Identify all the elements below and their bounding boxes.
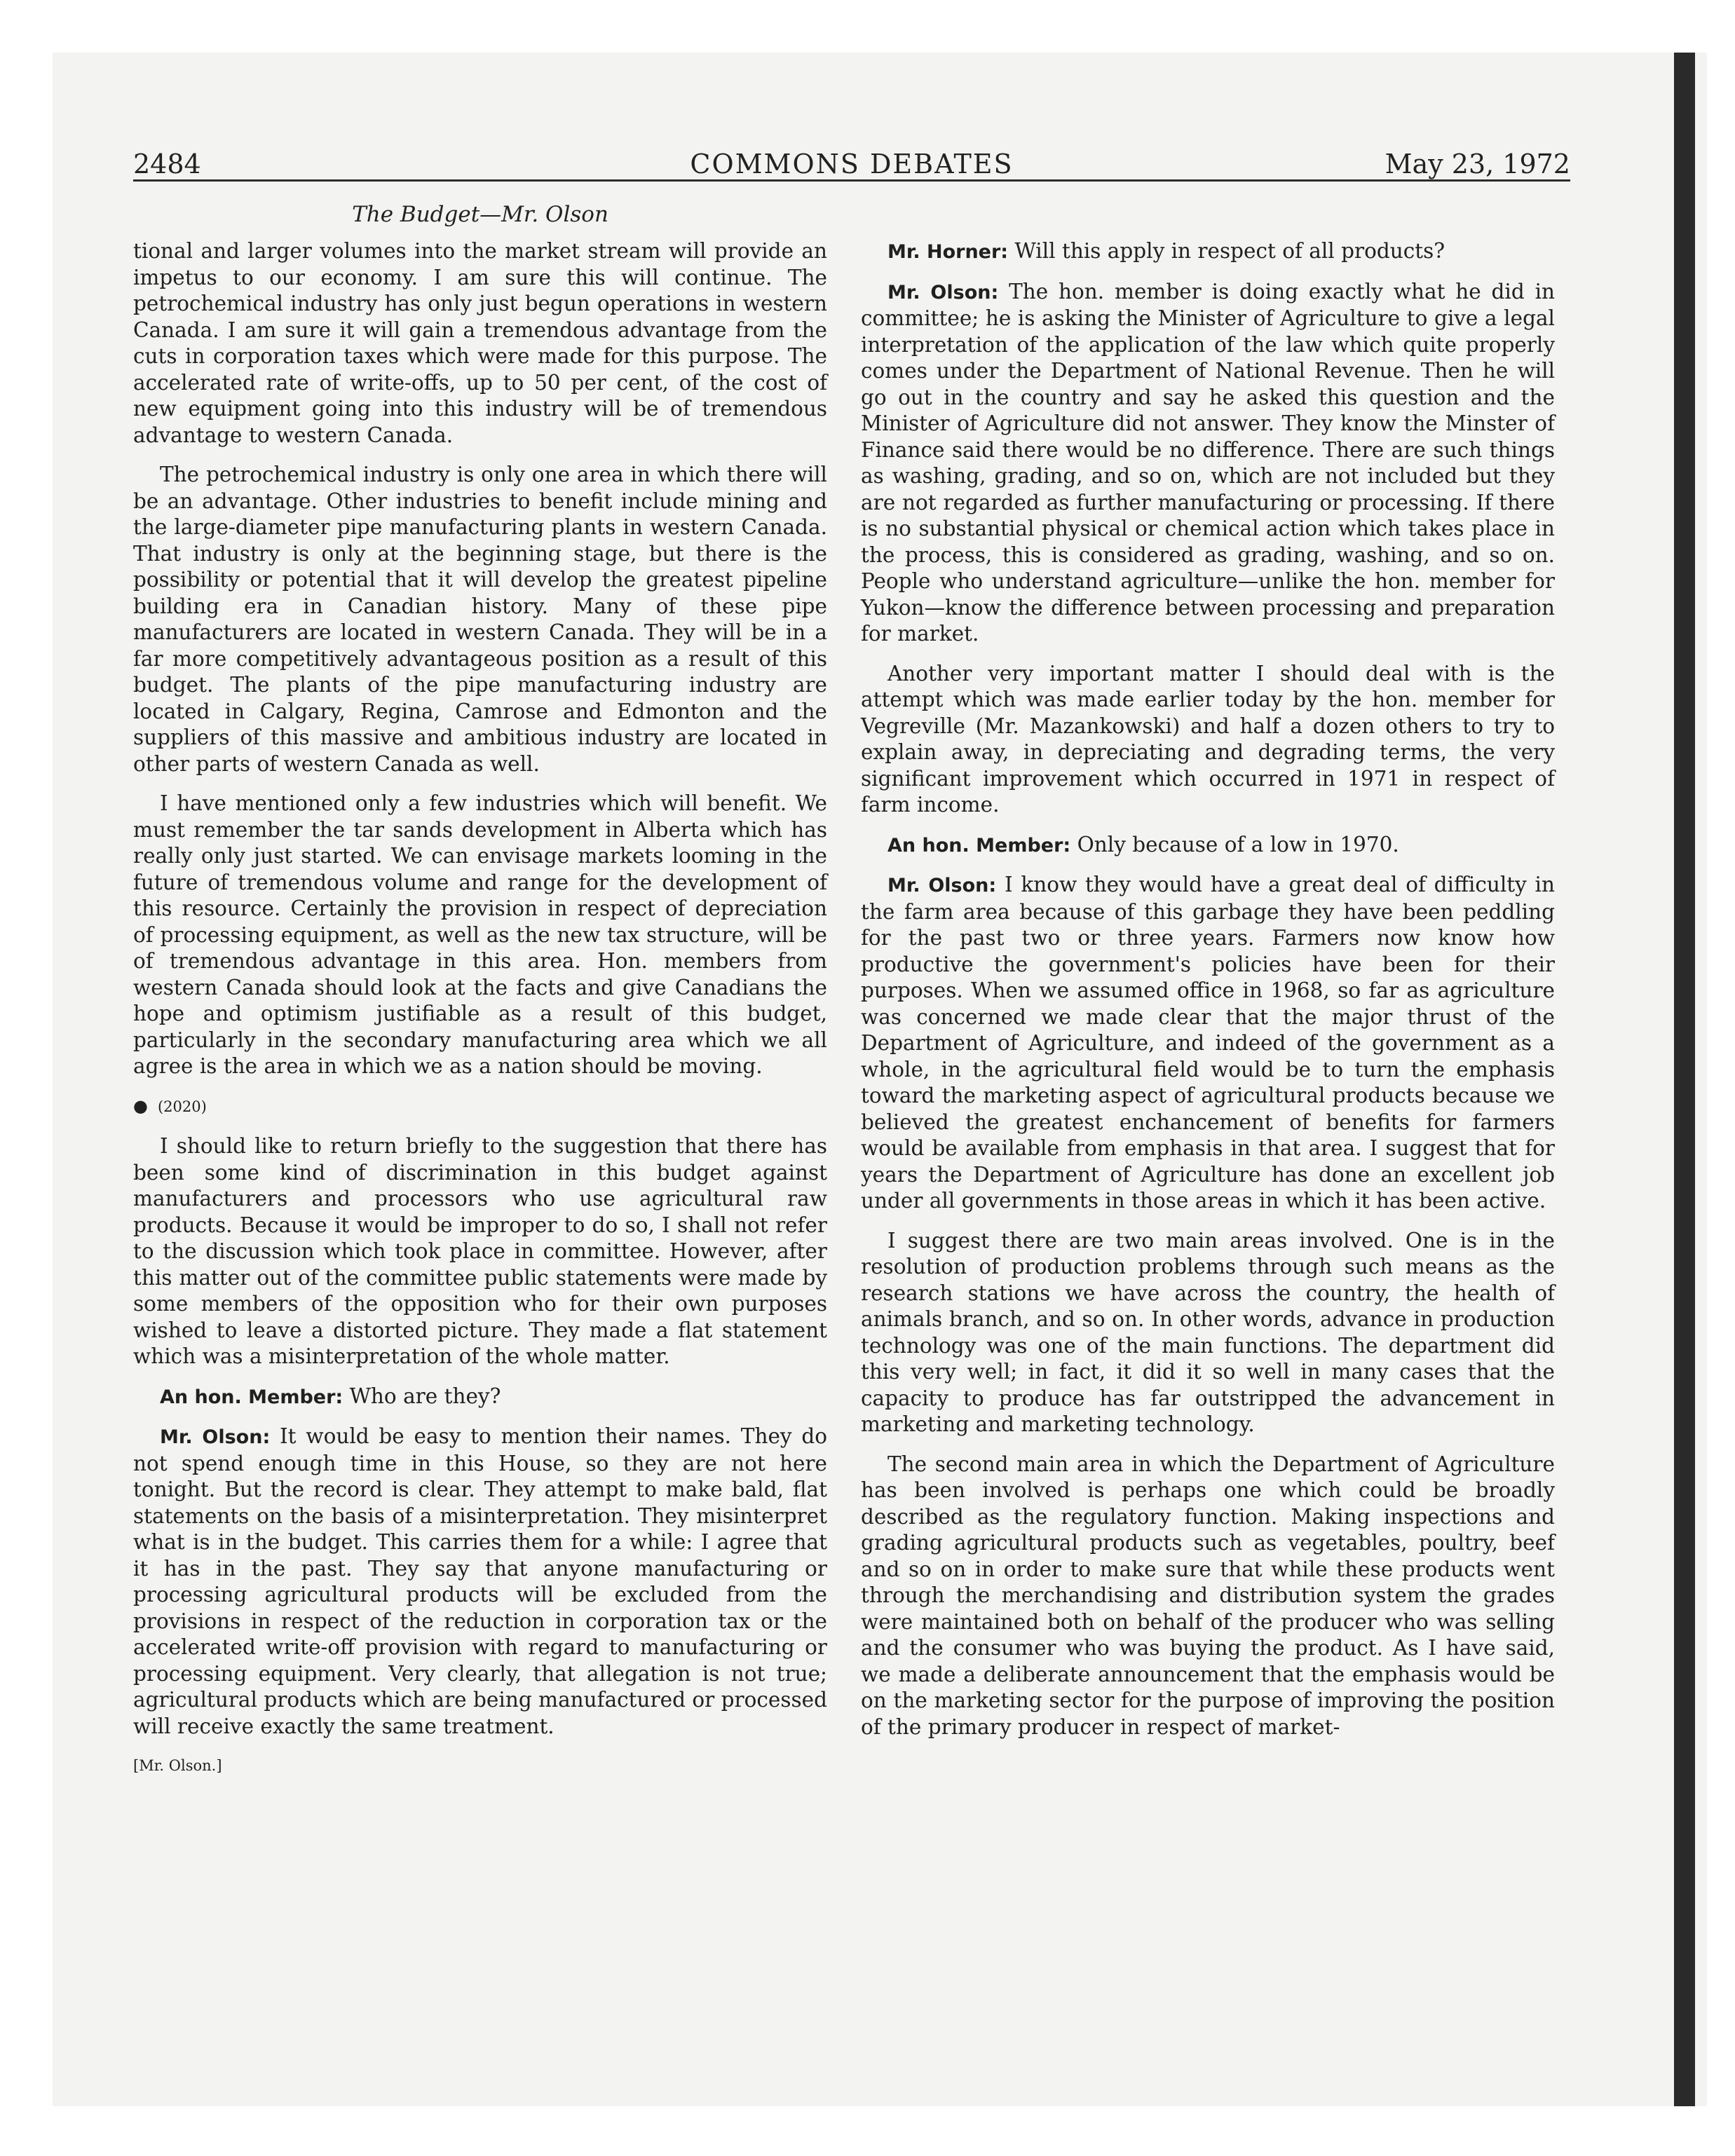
speech xyxy=(861,279,1555,648)
speech-text: Only because of a low in 1970. xyxy=(1070,832,1399,857)
paragraph: tional and larger volumes into the market stream will provide an impetus to our economy. I am sure this will continue. The petrochemical industry has only just begun operations in western Canada. I am sure it will gain a tremendous advantage from the cuts in corporation taxes which were made for this purpose. The accelerated rate of write-offs, up to 50 per cent, of the cost of new equipment going into this industry will be of tremendous advantage to western Canada. xyxy=(133,239,827,447)
paragraph: I suggest there are two main areas involved. One is in the resolution of production problems through such means as the research stations we have across the country, the health of animals branch, and so on. In other words, advance in production technology was one of the main functions. The department did this very well; in fact, it did it so well in many cases that the capacity to produce has far outstripped the advancement in marketing and marketing technology. xyxy=(861,1228,1555,1436)
speaker-footnote: [Mr. Olson.] xyxy=(133,1757,222,1774)
page-number: 2484 xyxy=(133,149,201,179)
time-marker-text: (2020) xyxy=(157,1098,207,1115)
publication-title: COMMONS DEBATES xyxy=(690,149,1014,179)
speech-text: The hon. member is doing exactly what he did in committee; he is asking the Minister of Agriculture to give a legal interpretation of the application of the law which quite properly comes under the Department of National Revenue. Then he will go out in the country and say he asked this question and the Minister of Agriculture did not answer. They know the Minster of Finance said there would be no difference. There are such things as washing, grading, and so on, which are not included but they are not regarded as further manufacturing or processing. If there is no substantial physical or chemical action which takes place in the process, this is considered as grading, washing, and so on. People who understand agriculture—unlike the hon. member for Yukon—know the difference between processing and preparation for market. xyxy=(861,279,1556,646)
page-header xyxy=(133,144,1570,182)
time-marker xyxy=(133,1093,827,1121)
right-column xyxy=(861,238,1555,1754)
paragraph: Another very important matter I should deal with is the attempt which was made earlier today by the hon. member for Vegreville (Mr. Mazankowski) and half a dozen others to try to explain away, in depreciating and degrading terms, the very significant improvement which occurred in 1971 in respect of farm income. xyxy=(861,661,1555,817)
publication-date: May 23, 1972 xyxy=(1384,149,1570,179)
speech xyxy=(861,872,1555,1215)
speech-text: Will this apply in respect of all products? xyxy=(1008,239,1445,263)
paragraph: I should like to return briefly to the suggestion that there has been some kind of discrimination in this budget against manufacturers and processors who use agricultural raw products. Because it would be improper to do so, I shall not refer to the discussion which took place in committee. However, after this matter out of the committee public statements were made by some members of the opposition who for their own purposes wished to leave a distorted picture. They made a flat statement which was a misinterpretation of the whole matter. xyxy=(133,1134,827,1368)
speaker-name: Mr. Horner: xyxy=(887,241,1009,263)
speaker-name: Mr. Olson: xyxy=(887,875,997,896)
speech-text: It would be easy to mention their names. They do not spend enough time in this House, so they are not here tonight. But the record is clear. They attempt to make bald, flat statements on the basis of a misinterpretation. They misinterpret what is in the budget. This carries them for a while: I agree that it has in the past. They say that anyone manufacturing or processing agricultural products will be excluded from the provisions in respect of the reduction in corporation tax or the accelerated write-off provision with regard to manufacturing or processing equipment. Very clearly, that allegation is not true; agricultural products which are being manufactured or processed will receive exactly the same treatment. xyxy=(133,1424,827,1738)
speaker-name: Mr. Olson: xyxy=(160,1426,271,1448)
speech xyxy=(133,1384,827,1411)
speech xyxy=(861,832,1555,859)
left-column xyxy=(133,238,827,1793)
paragraph: The petrochemical industry is only one area in which there will be an advantage. Other industries to benefit include mining and the large-diameter pipe manufacturing plants in western Canada. That industry is only at the beginning stage, but there is the possibility or potential that it will develop the greatest pipeline building era in Canadian history. Many of these pipe manufacturers are located in western Canada. They will be in a far more competitively advantageous position as a result of this budget. The plants of the pipe manufacturing industry are located in Calgary, Regina, Camrose and Edmonton and the suppliers of this massive and ambitious industry are located in other parts of western Canada as well. xyxy=(133,463,827,776)
scan-edge-shadow xyxy=(1674,53,1695,2106)
speaker-name: An hon. Member: xyxy=(887,834,1071,857)
speech-text: Who are they? xyxy=(343,1384,501,1408)
speech xyxy=(861,238,1555,266)
paragraph: I have mentioned only a few industries which will benefit. We must remember the tar sands development in Alberta which has really only just started. We can envisage markets looming in the future of tremendous volume and range for the development of this resource. Certainly the provision in respect of depreciation of processing equipment, as well as the new tax structure, will be of tremendous advantage in this area. Hon. members from western Canada should look at the facts and give Canadians the hope and optimism justifiable as a result of this budget, particularly in the secondary manufacturing area which we all agree is the area in which we as a nation should be moving. xyxy=(133,791,827,1078)
bullet-icon: ● xyxy=(133,1096,148,1116)
speech xyxy=(133,1424,827,1740)
section-subheading: The Budget—Mr. Olson xyxy=(352,202,608,227)
speech-text: I know they would have a great deal of difficulty in the farm area because of this garbage they have been peddling for the past two or three years. Farmers now know how productive the government's policies have been for their purposes. When we assumed office in 1968, so far as agriculture was concerned we made clear that the major thrust of the Department of Agriculture, and indeed of the government as a whole, in the agricultural field would be to turn the emphasis toward the marketing aspect of agricultural products because we believed the greatest enchancement of benefits for farmers would be available from emphasis in that area. I suggest that for years the Department of Agriculture has done an excellent job under all governments in those areas in which it has been active. xyxy=(861,873,1555,1213)
speaker-name: An hon. Member: xyxy=(160,1386,343,1408)
paragraph: The second main area in which the Department of Agriculture has been involved is perhaps one which could be broadly described as the regulatory function. Making inspections and grading agricultural products such as vegetables, poultry, beef and so on in order to make sure that while these products went through the merchandising and distribution system the grades were maintained both on behalf of the producer who was selling and the consumer who was buying the product. As I have said, we made a deliberate announcement that the emphasis would be on the marketing sector for the purpose of improving the position of the primary producer in respect of market- xyxy=(861,1452,1555,1739)
speaker-name: Mr. Olson: xyxy=(887,281,999,303)
